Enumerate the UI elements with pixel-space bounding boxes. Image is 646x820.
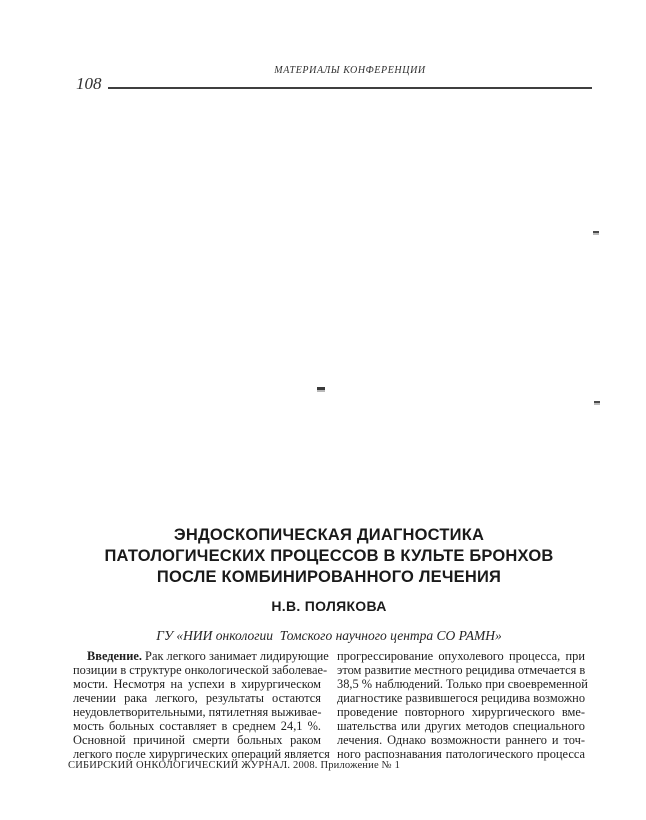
running-header: МАТЕРИАЛЫ КОНФЕРЕНЦИИ <box>274 65 426 76</box>
author-name: Н.В. ПОЛЯКОВА <box>271 598 387 614</box>
header-rule-divider <box>108 87 592 89</box>
text-line: 38,5 % наблюдений. Только при своевременной <box>337 677 588 691</box>
text-line: мости. Несмотря на успехи в хирургическом <box>73 677 321 691</box>
page-number: 108 <box>76 74 102 93</box>
article-title-line: ПОСЛЕ КОМБИНИРОВАННОГО ЛЕЧЕНИЯ <box>156 568 502 586</box>
text-line: проведение повторного хирургического вме- <box>337 705 585 719</box>
scan-artifact-mark <box>593 231 599 233</box>
body-column-left <box>73 649 330 761</box>
text-line: Основной причиной смерти больных раком <box>73 733 321 747</box>
scan-artifact-mark <box>594 401 600 403</box>
article-title <box>73 525 585 588</box>
text-line-continuation: Рак легкого занимает лидирующие <box>145 649 329 663</box>
article-title-line: ПАТОЛОГИЧЕСКИХ ПРОЦЕССОВ В КУЛЬТЕ БРОНХОВ <box>104 547 554 565</box>
text-line: мость больных составляет в среднем 24,1 %. <box>73 719 321 733</box>
scan-artifact-mark <box>317 387 325 390</box>
text-line: шательства или других методов специального <box>337 719 585 733</box>
text-line: неудовлетворительными, пятилетняя выживае- <box>73 705 322 719</box>
journal-footer: СИБИРСКИЙ ОНКОЛОГИЧЕСКИЙ ЖУРНАЛ. 2008. Приложение № 1 <box>68 760 401 771</box>
text-line: этом развитие местного рецидива отмечается в <box>337 663 586 677</box>
text-line: лечении рака легкого, результаты остаются <box>73 691 321 705</box>
text-line: позиции в структуре онкологической заболевае- <box>73 663 328 677</box>
body-column-right <box>337 649 588 761</box>
article-title-line: ЭНДОСКОПИЧЕСКАЯ ДИАГНОСТИКА <box>173 526 485 544</box>
intro-run-in-heading: Введение. <box>87 649 142 663</box>
article-body <box>73 649 588 761</box>
text-line: диагностике развившегося рецидива возможно <box>337 691 586 705</box>
affiliation: ГУ «НИИ онкологии Томского научного центра СО РАМН» <box>156 628 502 643</box>
text-line: лечения. Однако возможности раннего и точ- <box>337 733 585 747</box>
text-line <box>73 649 329 663</box>
text-line: легкого после хирургических операций является <box>73 747 330 761</box>
text-line: ного распознавания патологического процесса <box>337 747 585 761</box>
text-line: прогрессирование опухолевого процесса, при <box>337 649 585 663</box>
